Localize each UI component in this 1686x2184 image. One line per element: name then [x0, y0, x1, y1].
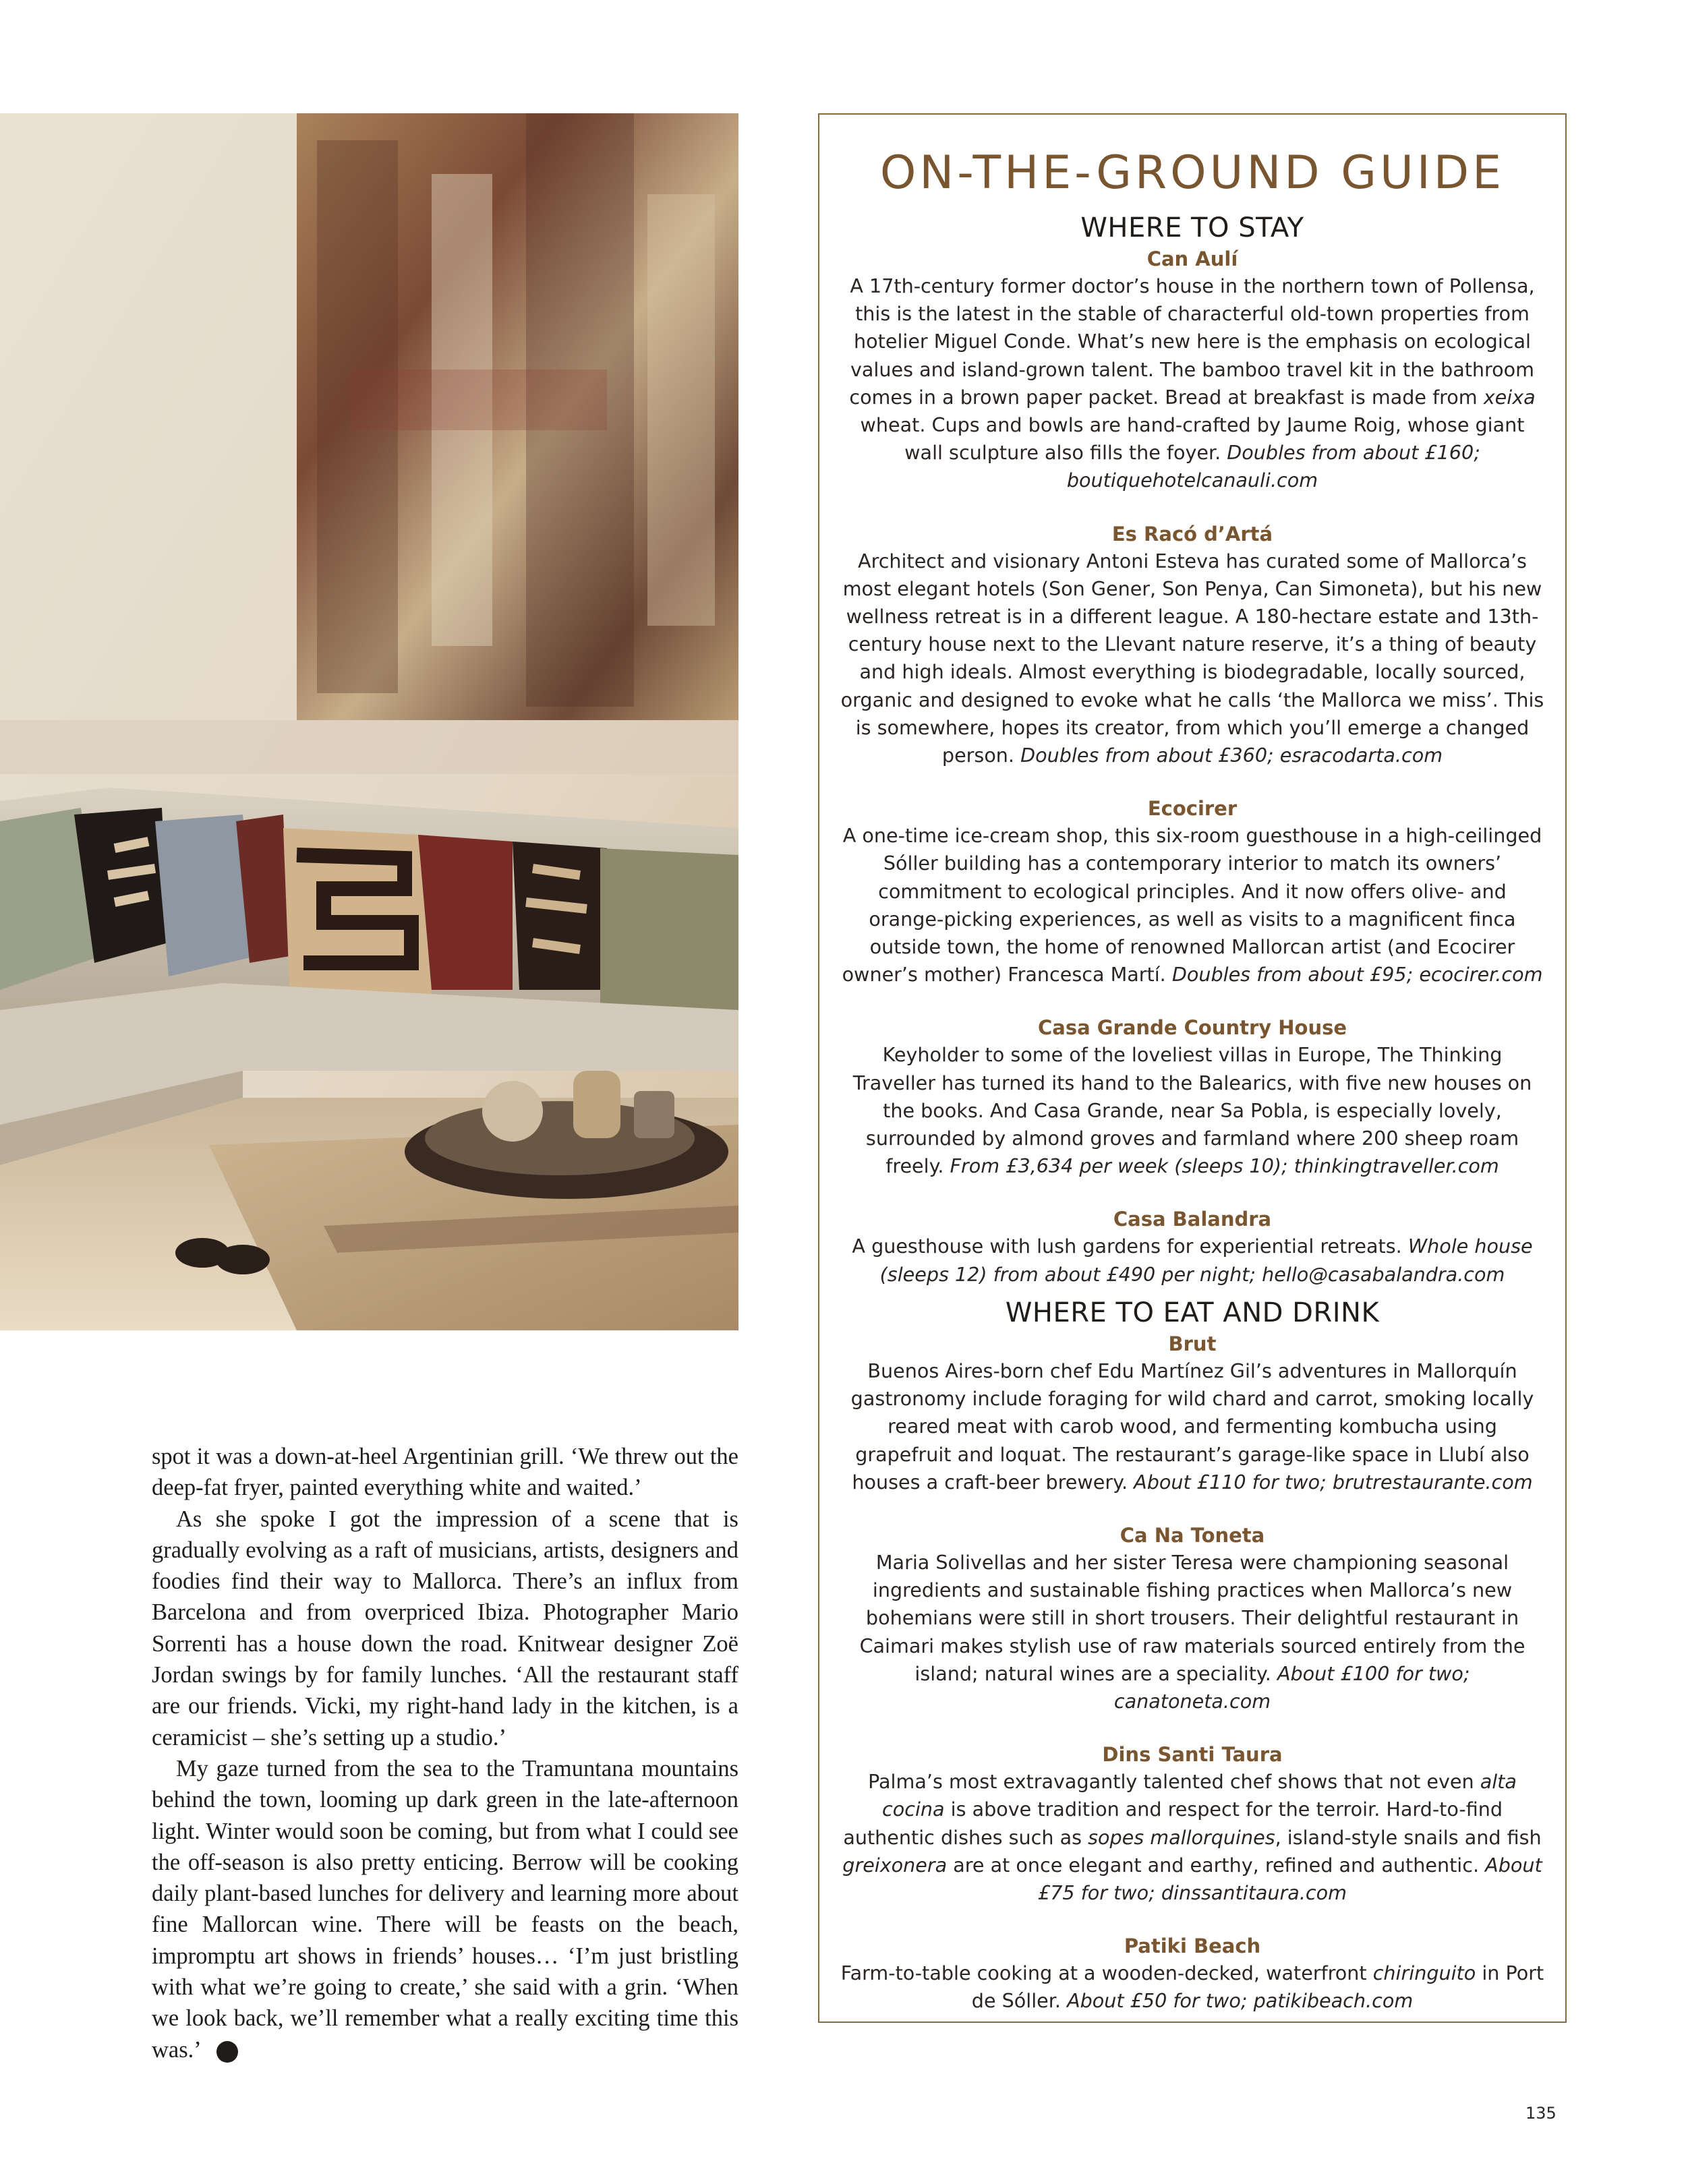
- booking-info: About £110 for two; brutrestaurante.com: [1134, 1470, 1533, 1494]
- booking-info: Doubles from about £95; ecocirer.com: [1171, 963, 1543, 986]
- article-paragraph-text: My gaze turned from the sea to the Tramuntana mountains behind the town, looming up dark green in the late-afternoon light. Winter would soon be coming, but from what I could see the off-season is also pretty enticing. Berrow will be cooking daily plant-based lunches for delivery and learning more about fine Mallorcan wine. There will be feasts on the beach, impromptu art shows in friends’ houses… ‘I’m just bristling with what we’re going to create,’ she said with a grin. ‘When we look back, we’ll remember what a really exciting time this was.’: [152, 1755, 738, 2063]
- hotel-description: [836, 548, 1549, 770]
- description-text: A one-time ice-cream shop, this six-room guesthouse in a high-ceilinged Sóller building has a contemporary interior to match its owners’ commitment to ecological principles. And it now offers olive- and orange-picking experiences, as well as visits to a magnificent finca outside town, the home of renowned Mallorcan artist (and Ecocirer owner’s mother) Francesca Martí.: [842, 824, 1542, 986]
- restaurant-name: Patiki Beach: [1124, 1935, 1261, 1958]
- booking-info: About £100 for two; canatoneta.com: [1113, 1661, 1470, 1713]
- restaurant-description: [836, 1768, 1549, 1907]
- hotel-description: [836, 1041, 1549, 1180]
- description-text: Palma’s most extravagantly talented chef shows that not even: [868, 1770, 1480, 1794]
- description-italic: chiringuito: [1372, 1961, 1476, 1985]
- hotel-entry: [836, 1206, 1549, 1288]
- hotel-entry: [836, 521, 1549, 770]
- description-italic: greixonera: [842, 1853, 948, 1877]
- hotel-description: [836, 272, 1549, 495]
- hotel-description: [836, 822, 1549, 988]
- description-italic: xeixa: [1483, 385, 1536, 409]
- restaurant-entry: [836, 1932, 1549, 2015]
- hotel-name: Es Racó d’Artá: [1111, 522, 1273, 545]
- description-italic: sopes mallorquines: [1088, 1825, 1275, 1849]
- restaurant-name: Ca Na Toneta: [1120, 1523, 1265, 1547]
- restaurant-description: [836, 1549, 1549, 1715]
- hotel-name: Casa Balandra: [1113, 1208, 1272, 1231]
- description-text: are at once elegant and earthy, refined and authentic.: [947, 1853, 1486, 1877]
- description-text: in Port de Sóller.: [971, 1961, 1544, 2013]
- article-body: [152, 1441, 738, 2065]
- description-italic: alta cocina: [882, 1770, 1517, 1821]
- restaurant-description: [836, 1959, 1549, 2015]
- article-paragraph: spot it was a down-at-heel Argentinian grill. ‘We threw out the deep-fat fryer, painted everything white and waited.’: [152, 1444, 738, 1501]
- page-number: 135: [1525, 2104, 1557, 2123]
- restaurant-entry: [836, 1522, 1549, 1715]
- interior-photo: [0, 113, 738, 1330]
- article-paragraph: [152, 1753, 738, 2065]
- description-text: Buenos Aires-born chef Edu Martínez Gil’s adventures in Mallorquín gastronomy include foraging for wild chard and carrot, smoking locally reared meat with carob wood, and fermenting kombucha using grapefruit and loquat. The restaurant’s garage-like space in Llubí also houses a craft-beer brewery.: [850, 1359, 1534, 1494]
- restaurant-entry: [836, 1330, 1549, 1496]
- photo-illustration: [0, 113, 738, 1330]
- hotel-entry: [836, 1014, 1549, 1180]
- hotel-entry: [836, 795, 1549, 988]
- section-where-to-eat: WHERE TO EAT AND DRINK: [1005, 1297, 1380, 1328]
- section-where-to-stay: WHERE TO STAY: [1080, 212, 1304, 243]
- description-text: A 17th-century former doctor’s house in the northern town of Pollensa, this is the latest in the stable of characterful old-town properties from hotelier Miguel Conde. What’s new here is the emphasis on ecological values and island-grown talent. The bamboo travel kit in the bathroom comes in a brown paper packet. Bread at breakfast is made from: [849, 274, 1535, 409]
- on-the-ground-guide: [818, 113, 1567, 2023]
- restaurant-name: Brut: [1168, 1332, 1217, 1355]
- description-text: Farm-to-table cooking at a wooden-decked, waterfront: [840, 1961, 1373, 1985]
- hotel-description: [836, 1233, 1549, 1288]
- description-text: Keyholder to some of the loveliest villas in Europe, The Thinking Traveller has turned its hand to the Balearics, with five new houses on the books. And Casa Grande, near Sa Pobla, is especially lovely, surrounded by almond groves and farmland where 200 sheep roam freely.: [852, 1043, 1532, 1178]
- booking-info: From £3,634 per week (sleeps 10); thinkingtraveller.com: [950, 1154, 1499, 1178]
- booking-info: About £75 for two; dinssantitaura.com: [1038, 1853, 1542, 1904]
- booking-info: Doubles from about £160; boutiquehotelcanauli.com: [1066, 441, 1480, 492]
- description-text: wheat. Cups and bowls are hand-crafted by Jaume Roig, whose giant wall sculpture also fills the foyer.: [860, 413, 1525, 465]
- description-text: Architect and visionary Antoni Esteva has curated some of Mallorca’s most elegant hotels (Son Gener, Son Penya, Can Simoneta), but his new wellness retreat is in a different league. A 180-hectare estate and 13th-century house next to the Llevant nature reserve, it’s a thing of beauty and high ideals. Almost everything is biodegradable, locally sourced, organic and designed to evoke what he calls ‘the Mallorca we miss’. This is somewhere, hopes its creator, from which you’ll emerge a changed person.: [840, 549, 1544, 767]
- booking-info: About £50 for two; patikibeach.com: [1067, 1989, 1414, 2013]
- hotel-name: Can Aulí: [1146, 247, 1238, 270]
- article-paragraph: As she spoke I got the impression of a scene that is gradually evolving as a raft of musicians, artists, designers and foodies find their way to Mallorca. There’s an influx from Barcelona and from overpriced Ibiza. Photographer Mario Sorrenti has a house down the road. Knitwear designer Zoë Jordan swings by for family lunches. ‘All the restaurant staff are our friends. Vicki, my right-hand lady in the kitchen, is a ceramicist – she’s setting up a studio.’: [152, 1506, 738, 1750]
- description-text: A guesthouse with lush gardens for experiential retreats.: [852, 1235, 1408, 1258]
- hotel-entry: [836, 245, 1549, 495]
- restaurant-description: [836, 1357, 1549, 1496]
- guide-title: ON-THE-GROUND GUIDE: [879, 146, 1505, 200]
- description-text: is above tradition and respect for the terroir. Hard-to-find authentic dishes such as: [843, 1798, 1503, 1849]
- description-text: Maria Solivellas and her sister Teresa were championing seasonal ingredients and sustainable fishing practices when Mallorca’s new bohemians were still in short trousers. Their delightful restaurant in Caimari makes stylish use of raw materials sourced entirely from the island; natural wines are a speciality.: [859, 1550, 1525, 1685]
- booking-info: Whole house (sleeps 12) from about £490 per night; hello@casabalandra.com: [879, 1235, 1533, 1286]
- hotel-name: Ecocirer: [1147, 797, 1238, 821]
- hotel-name: Casa Grande Country House: [1037, 1016, 1347, 1040]
- description-text: , island-style snails and fish: [1275, 1825, 1542, 1849]
- restaurant-name: Dins Santi Taura: [1102, 1743, 1283, 1767]
- restaurant-entry: [836, 1741, 1549, 1907]
- booking-info: Doubles from about £360; esracodarta.com: [1020, 744, 1443, 767]
- end-mark-icon: T: [216, 2041, 238, 2063]
